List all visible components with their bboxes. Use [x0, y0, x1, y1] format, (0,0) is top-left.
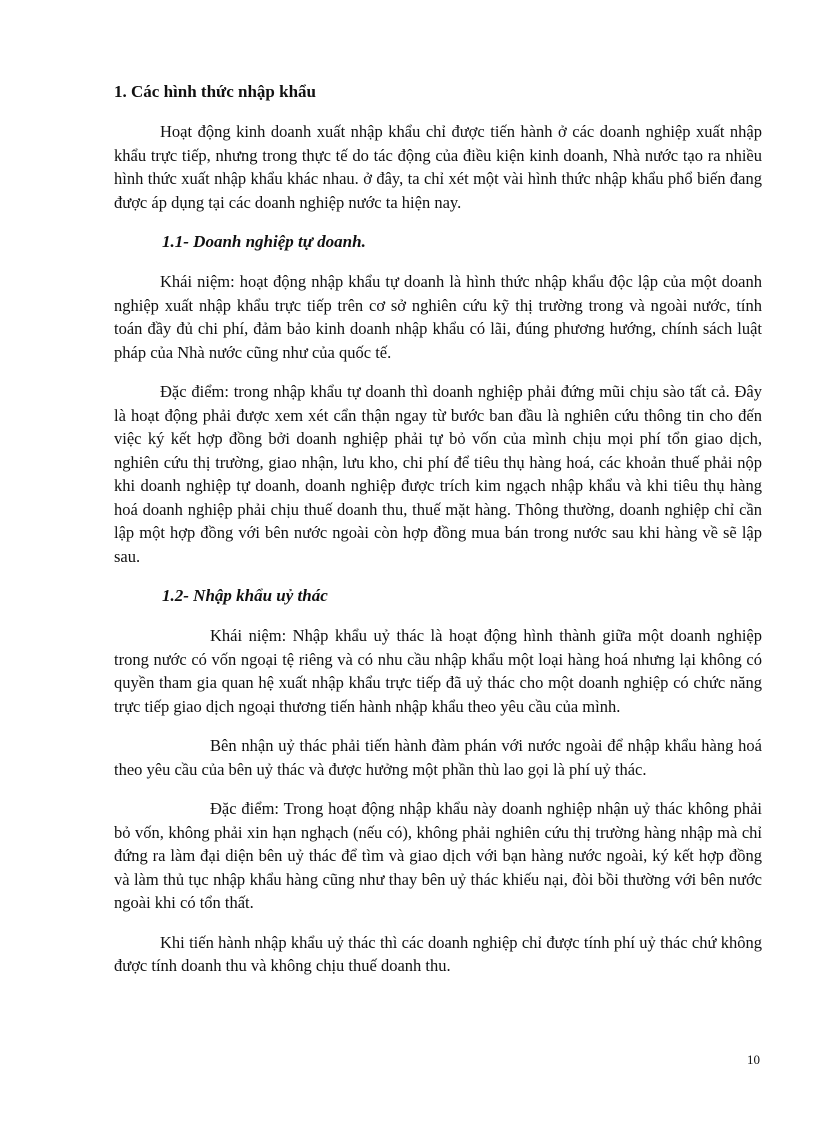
subsection-heading-1-2: 1.2- Nhập khẩu uỷ thác: [162, 586, 328, 605]
entrusted-receiver-paragraph: Bên nhận uỷ thác phải tiến hành đàm phán với nước ngoài để nhập khẩu hàng hoá theo yêu cầu của bên uỷ thác và được hưởng một phần thù lao gọi là phí uỷ thác.: [114, 736, 762, 779]
entrusted-import-concept-paragraph: Khái niệm: Nhập khẩu uỷ thác là hoạt động hình thành giữa một doanh nghiệp trong nước có vốn ngoại tệ riêng và có nhu cầu nhập khẩu một loại hàng hoá nhưng lại không có quyền tham gia quan hệ xuất nhập khẩu trực tiếp đã uỷ thác cho một doanh nghiệp có chức năng trực tiếp giao dịch ngoại thương tiến hành nhập khẩu theo yêu cầu của mình.: [114, 626, 762, 716]
self-business-concept-paragraph: Khái niệm: hoạt động nhập khẩu tự doanh là hình thức nhập khẩu độc lập của một doanh nghiệp xuất nhập khẩu trực tiếp trên cơ sở nghiên cứu kỹ thị trường trong và ngoài nước, tính toán đầy đủ chi phí, đảm bảo kinh doanh nhập khẩu có lãi, đúng phương hướng, chính sách luật pháp của Nhà nước cũng như của quốc tế.: [114, 272, 762, 362]
entrusted-features-paragraph: Đặc điểm: Trong hoạt động nhập khẩu này doanh nghiệp nhận uỷ thác không phải bỏ vốn, không phải xin hạn nghạch (nếu có), không phải nghiên cứu thị trường hàng nhập mà chỉ đứng ra làm đại diện bên uỷ thác để tìm và giao dịch với bạn hàng nước ngoài, ký kết hợp đồng và làm thủ tục nhập khẩu hàng cũng như thay bên uỷ thác khiếu nại, đòi bồi thường với bên nước ngoài khi có tổn thất.: [114, 799, 762, 912]
section-heading: 1. Các hình thức nhập khẩu: [114, 82, 316, 101]
page-number: 10: [747, 1052, 760, 1067]
intro-paragraph: Hoạt động kinh doanh xuất nhập khẩu chỉ được tiến hành ở các doanh nghiệp xuất nhập khẩu trực tiếp, nhưng trong thực tế do tác động của điều kiện kinh doanh, Nhà nước tạo ra nhiều hình thức xuất nhập khẩu khác nhau. ở đây, ta chỉ xét một vài hình thức nhập khẩu phổ biến đang được áp dụng tại các doanh nghiệp nước ta hiện nay.: [114, 122, 762, 212]
entrusted-fee-paragraph: Khi tiến hành nhập khẩu uỷ thác thì các doanh nghiệp chỉ được tính phí uỷ thác chứ không được tính doanh thu và không chịu thuế doanh thu.: [114, 932, 762, 975]
self-business-features-paragraph: Đặc điểm: trong nhập khẩu tự doanh thì doanh nghiệp phải đứng mũi chịu sào tất cả. Đây là hoạt động phải được xem xét cẩn thận ngay từ bước ban đầu là nghiên cứu thông tin cho đến việc ký kết hợp đồng bởi doanh nghiệp phải tự bỏ vốn của mình chịu mọi phí tổn giao dịch, nghiên cứu thị trường, giao nhận, lưu kho, chi phí để tiêu thụ hàng hoá, các khoản thuế phải nộp khi doanh nghiệp tự doanh, doanh nghiệp được trích kim ngạch nhập khẩu và khi tiêu thụ hàng hoá doanh nghiệp phải chịu thuế doanh thu, thuế mặt hàng. Thông thường, doanh nghiệp chỉ cần lập một hợp đồng với bên nước ngoài còn hợp đồng mua bán trong nước sau khi hàng về sẽ lập sau.: [114, 382, 762, 566]
page-content: [114, 80, 762, 994]
subsection-heading-1-1: 1.1- Doanh nghiệp tự doanh.: [162, 232, 366, 251]
